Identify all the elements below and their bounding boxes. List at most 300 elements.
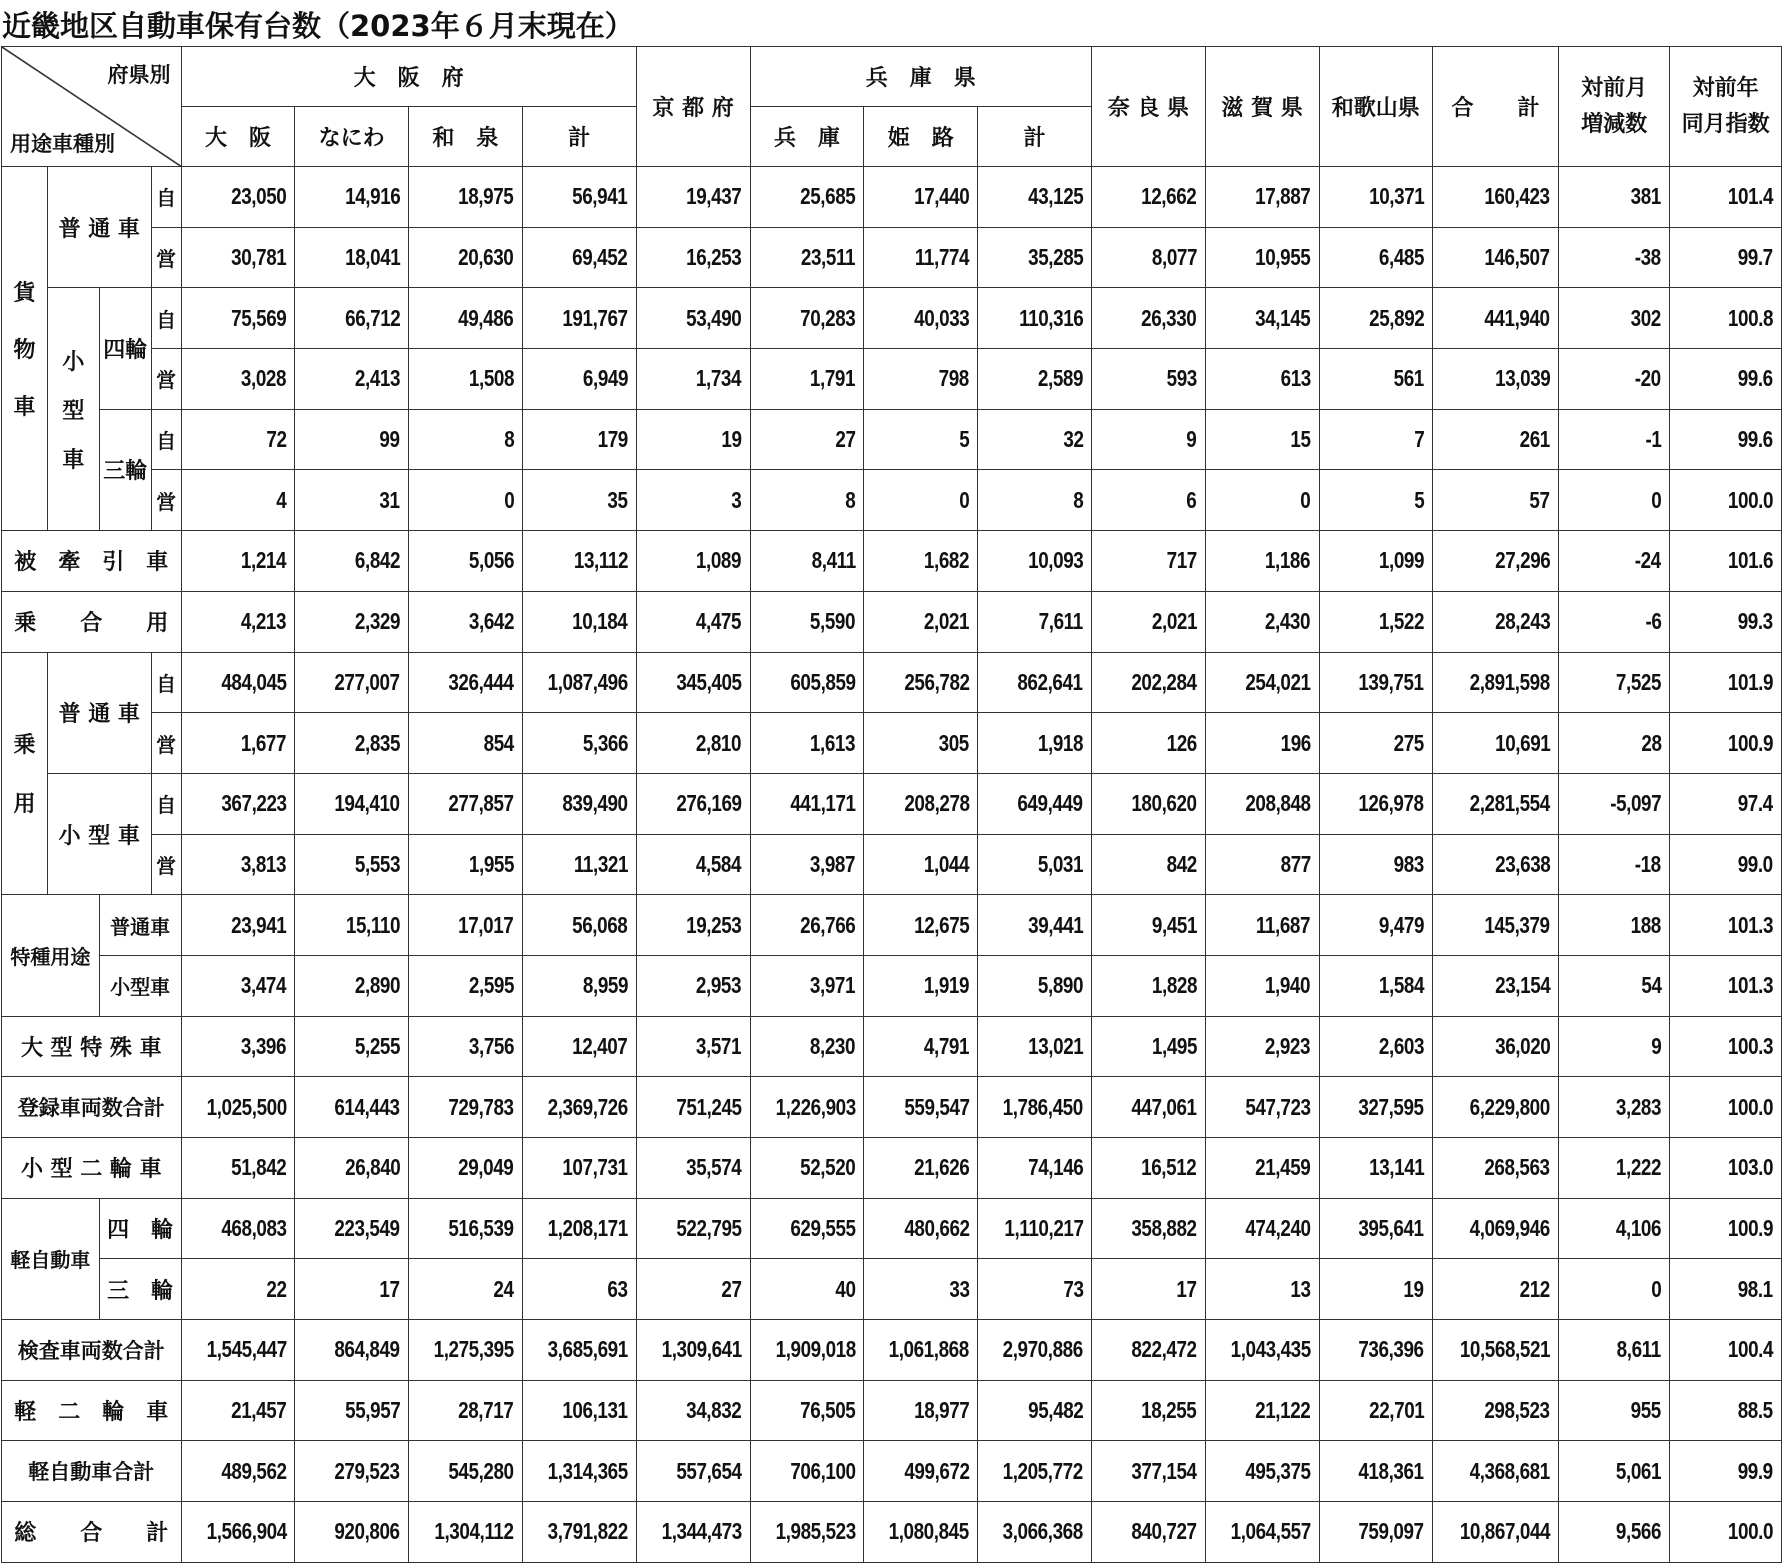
cell-shiga [1205,834,1319,895]
table-row [2,652,1782,713]
cell-value: -6 [1645,608,1662,635]
cell-value: 7,525 [1616,668,1662,695]
cell-shiga [1205,227,1319,288]
table-row [2,1198,1782,1259]
cell-wakayama [1319,227,1433,288]
cell-value: 9 [1651,1032,1662,1059]
cell-value: 3,791,822 [547,1518,628,1545]
cell-value: 3,283 [1616,1093,1662,1120]
table-corner-header [2,47,182,167]
cell-month-change [1558,1016,1669,1077]
cell-year-index [1670,1016,1782,1077]
cell-total [1433,1077,1559,1138]
cell-value: 1,682 [924,547,970,574]
cell-wakayama [1319,1016,1433,1077]
freight-small-4wheel-commercial: 営 [151,349,181,410]
cell-shiga [1205,773,1319,834]
cell-total [1433,1502,1559,1563]
cell-value: 1,940 [1265,972,1311,999]
cell-value: 522,795 [676,1215,742,1242]
cell-month-change [1558,955,1669,1016]
cell-value: 1,344,473 [661,1518,742,1545]
cell-osaka-subtotal [522,652,636,713]
cell-value: 1,522 [1378,608,1425,635]
row-large-special: 大 型 特 殊 車 [2,1016,182,1077]
table-row [2,1077,1782,1138]
cell-value: 21,122 [1255,1397,1311,1424]
cell-value: -1 [1645,426,1662,453]
cell-hyogo [750,1502,864,1563]
cell-himeji [864,1380,978,1441]
cell-osaka [181,1502,295,1563]
cell-hyogo [750,1320,864,1381]
cell-kyoto [636,227,750,288]
cell-value: 12,662 [1141,183,1197,210]
cell-value: 0 [959,486,970,513]
cell-naniwa [295,1259,409,1320]
cell-year-index [1670,288,1782,349]
cell-value: 5,255 [354,1032,400,1059]
cell-value: 1,275,395 [433,1336,514,1363]
cell-value: 11,774 [915,244,970,271]
cell-nara [1092,773,1206,834]
cell-value: 57 [1529,486,1550,513]
cell-himeji [864,1502,978,1563]
cell-value: 101.3 [1727,972,1773,999]
cell-value: -5,097 [1610,790,1662,817]
cell-nara [1092,955,1206,1016]
cell-izumi [408,227,522,288]
cell-value: 188 [1630,911,1662,938]
cell-value: 15 [1290,426,1311,453]
table-row [2,409,1782,470]
cell-value: 2,923 [1265,1032,1311,1059]
cell-osaka [181,1016,295,1077]
group-freight-char-1: 物 [13,338,36,364]
cell-osaka-subtotal [522,1320,636,1381]
cell-value: 1,110,217 [1003,1215,1084,1242]
cell-value: 1,508 [468,365,514,392]
cell-value: 1,087,496 [547,668,628,695]
cell-hyogo [750,1016,864,1077]
cell-himeji [864,1441,978,1502]
cell-osaka-subtotal [522,1016,636,1077]
cell-value: 99.9 [1737,1457,1773,1484]
cell-nara [1092,288,1206,349]
cell-shiga [1205,895,1319,956]
cell-value: 27 [835,426,856,453]
cell-hyogo [750,409,864,470]
cell-naniwa [295,955,409,1016]
freight-small-char-1: 型 [62,398,85,424]
table-row [2,349,1782,410]
cell-osaka [181,1441,295,1502]
cell-nara [1092,531,1206,592]
cell-value: 840,727 [1131,1518,1197,1545]
cell-osaka-subtotal [522,1380,636,1441]
cell-himeji [864,227,978,288]
cell-value: 441,940 [1484,304,1550,331]
cell-value: 9,479 [1378,911,1425,938]
cell-value: 8,611 [1617,1336,1662,1363]
cell-hyogo-subtotal [978,591,1092,652]
cell-value: 605,859 [790,668,856,695]
cell-value: 21,457 [231,1397,287,1424]
cell-naniwa [295,531,409,592]
freight-small [47,288,99,531]
cell-value: 8,077 [1151,244,1197,271]
cell-hyogo-subtotal [978,834,1092,895]
cell-value: 208,848 [1245,790,1311,817]
cell-shiga [1205,1380,1319,1441]
cell-value: 1,214 [241,547,287,574]
cell-value: 1,495 [1151,1032,1197,1059]
cell-osaka [181,288,295,349]
group-freight-char-2: 車 [13,395,36,421]
col-osaka-subtotal: 計 [522,107,636,167]
cell-value: 19,253 [686,911,742,938]
cell-wakayama [1319,1138,1433,1199]
cell-value: 798 [938,365,970,392]
cell-value: 99.0 [1737,850,1773,877]
cell-value: 1,089 [696,547,742,574]
cell-value: 19,437 [686,183,742,210]
document-title: 近畿地区自動車保有台数（2023年６月末現在） [2,9,634,43]
cell-kyoto [636,1016,750,1077]
group-passenger [2,652,48,895]
cell-nara [1092,1380,1206,1441]
cell-hyogo-subtotal [978,288,1092,349]
cell-kyoto [636,1138,750,1199]
cell-himeji [864,713,978,774]
cell-value: 179 [597,426,628,453]
cell-value: 1,309,641 [661,1336,742,1363]
cell-osaka-subtotal [522,895,636,956]
cell-value: 106,131 [562,1397,628,1424]
cell-value: 261 [1519,426,1550,453]
cell-value: 100.9 [1727,729,1773,756]
col-osaka-fu: 大 阪 府 [181,47,636,107]
cell-osaka-subtotal [522,713,636,774]
table-row [2,288,1782,349]
cell-value: 19 [1403,1275,1425,1302]
cell-year-index [1670,349,1782,410]
cell-value: 6,949 [582,365,628,392]
cell-izumi [408,895,522,956]
cell-nara [1092,1138,1206,1199]
col-hyogo-subtotal: 計 [978,107,1092,167]
cell-hyogo-subtotal [978,1380,1092,1441]
cell-value: 2,329 [354,608,400,635]
cell-total [1433,227,1559,288]
cell-value: 1,919 [924,972,970,999]
cell-value: 126,978 [1358,790,1425,817]
cell-osaka-subtotal [522,1441,636,1502]
cell-value: 3 [731,486,742,513]
cell-value: 5 [959,426,970,453]
cell-value: 17,887 [1255,183,1311,210]
cell-value: 6,229,800 [1469,1093,1550,1120]
cell-osaka-subtotal [522,834,636,895]
cell-hyogo [750,1380,864,1441]
freight-regular: 普 通 車 [47,167,151,288]
cell-value: 5,366 [582,729,628,756]
cell-value: 9,451 [1151,911,1197,938]
cell-himeji [864,1016,978,1077]
cell-total [1433,1198,1559,1259]
cell-value: 52,520 [800,1154,856,1181]
cell-value: 1,545,447 [206,1336,287,1363]
cell-value: 196 [1280,729,1311,756]
cell-naniwa [295,167,409,228]
cell-osaka-subtotal [522,591,636,652]
cell-shiga [1205,470,1319,531]
cell-izumi [408,834,522,895]
cell-value: 100.0 [1727,1518,1773,1545]
cell-izumi [408,652,522,713]
cell-naniwa [295,349,409,410]
cell-kyoto [636,652,750,713]
cell-month-change [1558,1441,1669,1502]
cell-shiga [1205,1077,1319,1138]
cell-osaka [181,1198,295,1259]
cell-year-index [1670,1441,1782,1502]
cell-value: 99.3 [1737,608,1773,635]
cell-value: 19 [721,426,742,453]
cell-value: 345,405 [676,668,742,695]
cell-hyogo [750,652,864,713]
cell-value: 2,021 [924,608,970,635]
cell-izumi [408,591,522,652]
cell-value: 13,112 [573,547,628,574]
cell-value: 8,230 [810,1032,856,1059]
cell-value: 1,205,772 [1002,1457,1084,1484]
cell-month-change [1558,1138,1669,1199]
cell-value: 298,523 [1484,1397,1550,1424]
col-wakayama: 和歌山県 [1319,47,1433,167]
cell-value: 22 [266,1275,287,1302]
cell-value: 17 [379,1275,400,1302]
cell-value: 0 [1300,486,1311,513]
cell-naniwa [295,470,409,531]
cell-himeji [864,167,978,228]
cell-value: 99.7 [1737,244,1773,271]
col-himeji: 姫 路 [864,107,978,167]
cell-value: 74,146 [1027,1154,1084,1181]
cell-value: 40 [835,1275,856,1302]
cell-osaka [181,1138,295,1199]
cell-value: 32 [1062,426,1084,453]
cell-hyogo [750,1198,864,1259]
cell-value: 1,584 [1378,972,1425,999]
cell-total [1433,1441,1559,1502]
cell-value: 877 [1280,850,1311,877]
cell-naniwa [295,1320,409,1381]
cell-kyoto [636,531,750,592]
cell-value: -18 [1635,850,1662,877]
cell-izumi [408,773,522,834]
cell-value: 40,033 [913,304,970,331]
cell-value: 29,049 [458,1154,514,1181]
cell-hyogo-subtotal [978,470,1092,531]
cell-wakayama [1319,531,1433,592]
cell-year-index [1670,652,1782,713]
cell-value: 279,523 [334,1457,400,1484]
col-hyogo: 兵 庫 [750,107,864,167]
cell-shiga [1205,531,1319,592]
cell-shiga [1205,713,1319,774]
cell-total [1433,652,1559,713]
cell-value: 1,222 [1616,1154,1662,1181]
group-passenger-char-0: 乗 [13,733,36,759]
cell-value: 547,723 [1245,1093,1311,1120]
cell-shiga [1205,288,1319,349]
cell-value: 8 [845,486,856,513]
cell-value: 54 [1641,972,1662,999]
cell-value: 100.0 [1727,1093,1773,1120]
cell-value: 13,039 [1494,365,1550,392]
group-passenger-char-1: 用 [13,792,36,818]
cell-total [1433,409,1559,470]
cell-value: 5 [1413,486,1425,513]
cell-value: 842 [1166,850,1197,877]
cell-value: 1,613 [810,729,856,756]
cell-month-change [1558,591,1669,652]
cell-wakayama [1319,167,1433,228]
cell-himeji [864,531,978,592]
cell-hyogo-subtotal [978,1502,1092,1563]
cell-osaka [181,591,295,652]
cell-izumi [408,1441,522,1502]
cell-month-change [1558,349,1669,410]
cell-value: 10,955 [1255,244,1311,271]
cell-value: 2,603 [1378,1032,1425,1059]
cell-value: 3,396 [241,1032,287,1059]
cell-value: 4,368,681 [1469,1457,1550,1484]
cell-year-index [1670,1380,1782,1441]
row-registered-total: 登録車両数合計 [2,1077,182,1138]
cell-value: 208,278 [903,790,970,817]
cell-month-change [1558,1259,1669,1320]
cell-value: 5,590 [810,608,856,635]
cell-osaka [181,713,295,774]
cell-izumi [408,1016,522,1077]
cell-value: 561 [1393,365,1425,392]
cell-osaka-subtotal [522,288,636,349]
cell-value: 839,490 [562,790,628,817]
cell-osaka-subtotal [522,1077,636,1138]
cell-wakayama [1319,1441,1433,1502]
cell-izumi [408,1380,522,1441]
cell-value: 8,411 [811,547,856,574]
cell-shiga [1205,1502,1319,1563]
cell-value: 593 [1166,365,1197,392]
row-bus: 乗 合 用 [2,591,182,652]
cell-hyogo-subtotal [978,531,1092,592]
cell-nara [1092,591,1206,652]
cell-value: 53,490 [686,304,742,331]
cell-naniwa [295,713,409,774]
cell-month-change [1558,834,1669,895]
cell-value: 10,867,044 [1459,1518,1550,1545]
cell-value: 499,672 [903,1457,970,1484]
cell-value: 614,443 [334,1093,400,1120]
cell-naniwa [295,1441,409,1502]
cell-hyogo [750,1077,864,1138]
table-row [2,591,1782,652]
cell-value: 5,061 [1616,1457,1662,1484]
cell-value: 2,890 [354,972,400,999]
cell-value: 1,314,365 [547,1457,628,1484]
cell-kyoto [636,591,750,652]
cell-himeji [864,1138,978,1199]
cell-shiga [1205,652,1319,713]
passenger-small-commercial: 営 [151,834,181,895]
cell-osaka-subtotal [522,531,636,592]
cell-value: 101.3 [1727,911,1773,938]
cell-shiga [1205,1198,1319,1259]
cell-value: 56,068 [572,911,628,938]
cell-izumi [408,1502,522,1563]
cell-wakayama [1319,591,1433,652]
cell-value: 26,840 [344,1154,400,1181]
cell-value: 0 [503,486,514,513]
cell-hyogo-subtotal [978,1077,1092,1138]
cell-himeji [864,1259,978,1320]
cell-total [1433,167,1559,228]
cell-value: 212 [1519,1275,1550,1302]
cell-value: -24 [1635,547,1662,574]
cell-kyoto [636,1259,750,1320]
cell-value: 36,020 [1494,1032,1550,1059]
cell-value: 22,701 [1368,1397,1425,1424]
cell-value: 2,970,886 [1002,1336,1084,1363]
cell-value: 75,569 [231,304,287,331]
cell-wakayama [1319,1380,1433,1441]
cell-value: 7,611 [1038,608,1084,635]
cell-value: 8 [503,426,514,453]
cell-value: 275 [1393,729,1425,756]
group-freight [2,167,48,531]
cell-hyogo [750,227,864,288]
cell-value: 1,208,171 [547,1215,628,1242]
cell-value: 70,283 [800,304,856,331]
cell-value: 3,028 [241,365,287,392]
cell-value: 1,061,868 [889,1336,970,1363]
cell-value: 88.5 [1737,1397,1773,1424]
cell-hyogo-subtotal [978,955,1092,1016]
cell-value: 100.8 [1727,304,1773,331]
cell-value: 35 [607,486,628,513]
vehicle-count-table [1,46,1782,1563]
cell-value: 920,806 [334,1518,400,1545]
cell-value: 2,810 [696,729,742,756]
cell-naniwa [295,1380,409,1441]
row-inspected-total: 検査車両数合計 [2,1320,182,1381]
cell-value: 10,568,521 [1459,1336,1550,1363]
cell-izumi [408,1198,522,1259]
cell-total [1433,349,1559,410]
cell-value: 18,041 [344,244,400,271]
cell-value: 14,916 [344,183,400,210]
cell-month-change [1558,652,1669,713]
cell-value: 103.0 [1727,1154,1773,1181]
cell-naniwa [295,409,409,470]
cell-year-index [1670,1320,1782,1381]
cell-total [1433,834,1559,895]
cell-value: 983 [1393,850,1425,877]
cell-value: 3,813 [241,850,287,877]
